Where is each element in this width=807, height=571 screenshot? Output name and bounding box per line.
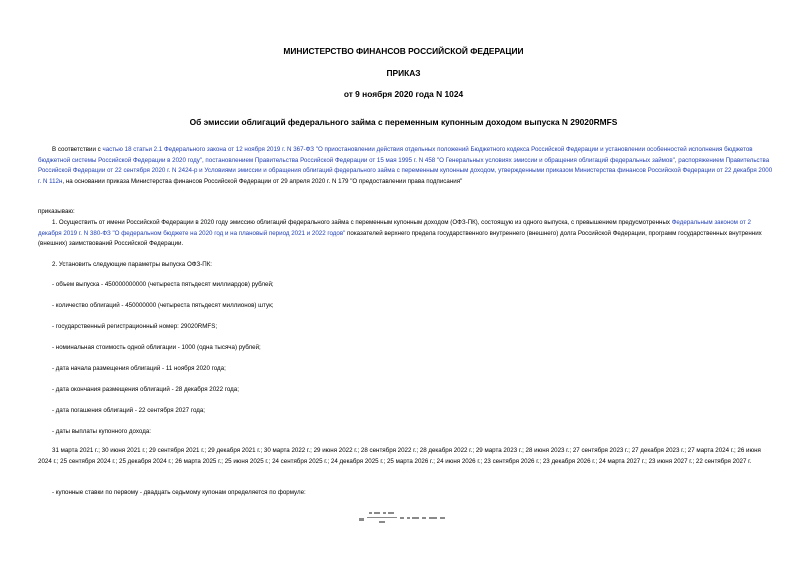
document-title: Об эмиссии облигаций федерального займа с переменным купонным доходом выпуска N 29020RMFS: [189, 117, 618, 127]
param-maturity: - дата погашения облигаций - 22 сентября 2027 года;: [52, 407, 206, 414]
item1-text-1: 1. Осуществить от имени Российской Федерации в 2020 году эмиссию облигаций федерального займа с переменным купонным доходом (ОФЗ-ПК), состоящую из одного выпуска, с превышением предусмотренных: [52, 219, 672, 226]
coupon-formula-image: [357, 510, 451, 530]
param-volume: - объем выпуска - 450000000000 (четыреста пятьдесят миллиардов) рублей;: [52, 281, 274, 288]
preamble-paragraph: [38, 145, 774, 187]
ministry-heading: МИНИСТЕРСТВО ФИНАНСОВ РОССИЙСКОЙ ФЕДЕРАЦИИ: [283, 46, 524, 56]
param-coupon-dates-label: - даты выплаты купонного дохода:: [52, 428, 151, 435]
item2-intro: 2. Установить следующие параметры выпуска ОФЗ-ПК:: [52, 261, 213, 268]
document-date-number: от 9 ноября 2020 года N 1024: [343, 89, 464, 99]
legal-basis-link[interactable]: частью 18 статьи 2.1 Федерального закона от 12 ноября 2019 г. N 367-ФЗ "О приостановлении действия отдельных положений Бюджетного кодекса Российской Федерации и установлении особенностей исполнения бюджетов бюджетной системы Российской Федерации в 2020 году", постановлением Правительства Российской Федерации от 15 мая 1995 г. N 458 "О Генеральных условиях эмиссии и обращения облигаций федеральных займов", распоряжением Правительства Российской Федерации от 22 сентября 2020 г. N 2424-р и Условиями эмиссии и обращения облигаций федерального займа с переменным купонным доходом, утвержденными приказом Министерства финансов Российской Федерации от 22 декабря 2000 г. N 112н: [38, 146, 773, 185]
param-start-date: - дата начала размещения облигаций - 11 ноября 2020 года;: [52, 365, 226, 372]
document-type: ПРИКАЗ: [386, 68, 421, 78]
param-nominal: - номинальная стоимость одной облигации - 1000 (одна тысяча) рублей;: [52, 344, 261, 351]
param-quantity: - количество облигаций - 450000000 (четыреста пятьдесят миллионов) штук;: [52, 302, 274, 309]
param-reg-number: - государственный регистрационный номер: 29020RMFS;: [52, 323, 218, 330]
param-end-date: - дата окончания размещения облигаций - 28 декабря 2022 года;: [52, 386, 239, 393]
order-word: приказываю:: [38, 208, 75, 215]
budget-law-link[interactable]: Федеральным законом от 2 декабря 2019 г. N 380-ФЗ "О федеральном бюджете на 2020 год и на плановый период 2021 и 2022 годов": [38, 219, 751, 237]
item1-paragraph: [38, 218, 774, 250]
coupon-rate-paragraph: - купонные ставки по первому - двадцать седьмому купонам определяется по формуле:: [52, 489, 306, 496]
item1-text-2: показателей верхнего предела государственного внутреннего (внешнего) долга Российской Федерации, программ государственных внутренних (внешних) заимствований Российской Федерации.: [38, 229, 762, 247]
coupon-dates-paragraph: 31 марта 2021 г.; 30 июня 2021 г.; 29 сентября 2021 г.; 29 декабря 2021 г.; 30 марта 2022 г.; 29 июня 2022 г.; 28 сентября 2022 г.; 28 декабря 2022 г.; 29 марта 2023 г.; 28 июня 2023 г.; 27 сентября 2023 г.; 27 декабря 2023 г.; 27 марта 2024 г.; 26 июня 2024 г.; 25 сентября 2024 г.; 25 декабря 2024 г.; 26 марта 2025 г.; 25 июня 2025 г.; 24 сентября 2025 г.; 24 декабря 2025 г.; 25 марта 2026 г.; 24 июня 2026 г.; 23 сентября 2026 г.; 23 декабря 2026 г.; 24 марта 2027 г.; 23 июня 2027 г.; 22 сентября 2027 г.: [38, 447, 761, 465]
preamble-text-1: В соответствии с: [52, 146, 103, 153]
preamble-text-2: , на основании приказа Министерства финансов Российской Федерации от 29 апреля 2020 г. N 179 "О предоставлении права подписания": [62, 177, 463, 185]
